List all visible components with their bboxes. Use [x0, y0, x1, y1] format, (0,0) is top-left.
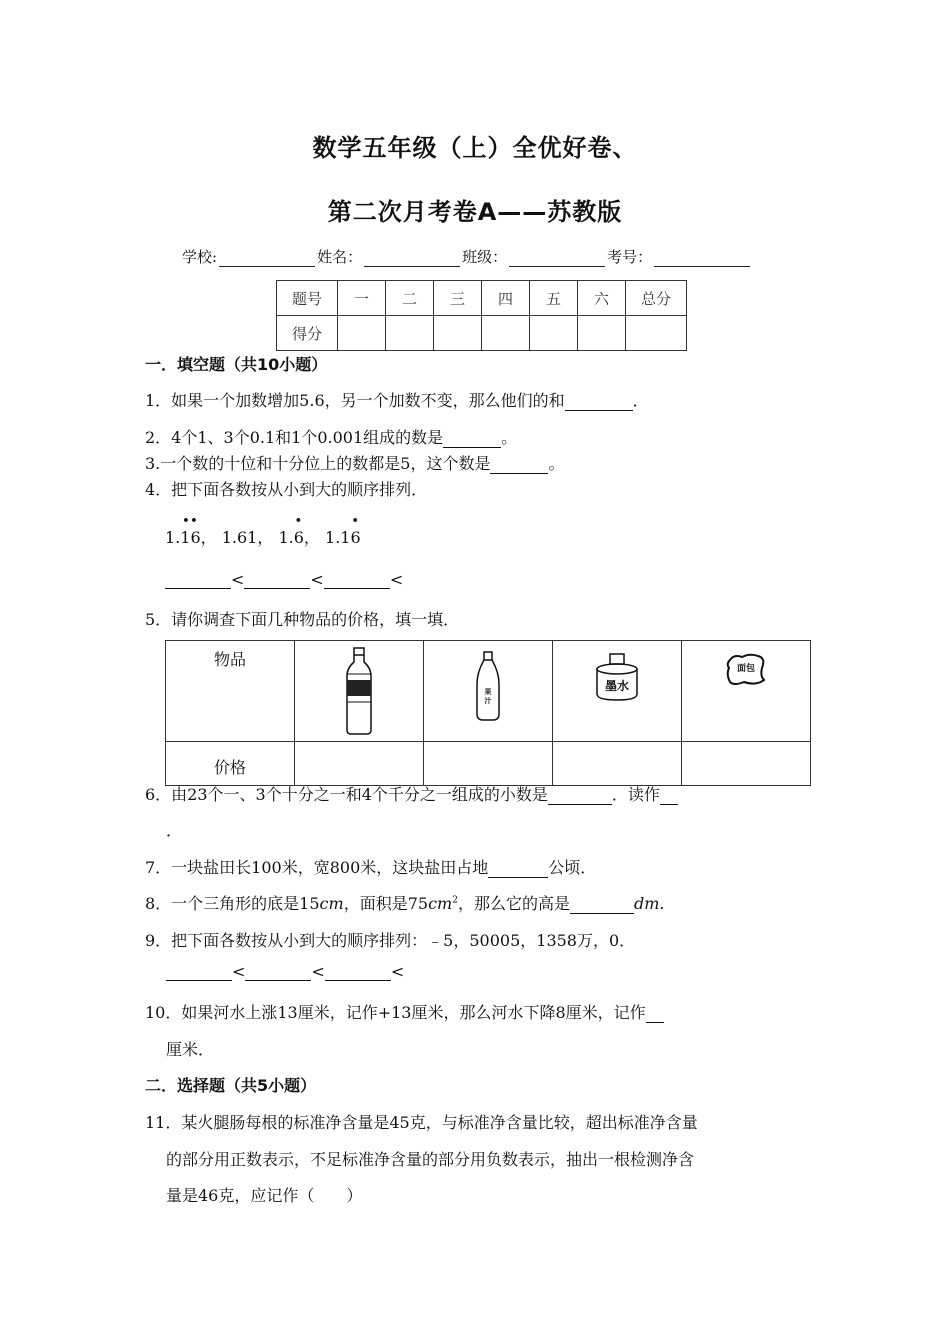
score-header-cell: 总分 [626, 281, 687, 316]
price-cell[interactable] [424, 742, 553, 786]
question-4: 4．把下面各数按从小到大的顺序排列． [145, 480, 428, 499]
score-header-cell: 题号 [277, 281, 338, 316]
item-cell-water [295, 641, 424, 742]
question-2-text: 2．4个1、3个0.1和1个0.001组成的数是 [145, 428, 444, 447]
score-table-score-row [277, 316, 687, 351]
section1-heading: 一．填空题（共10小题） [145, 355, 328, 374]
question-2 [145, 425, 517, 448]
question-7 [145, 855, 596, 878]
question-9-answer-row [166, 962, 404, 981]
answer-blank[interactable] [324, 570, 390, 589]
question-4-numbers [165, 514, 361, 548]
item-cell-juice [424, 641, 553, 742]
question-4-answer-row [165, 570, 403, 589]
less-than: < [231, 570, 245, 589]
score-table-header-row [277, 281, 687, 316]
number-suffix: ， [200, 528, 217, 547]
question-8-text: ，面积是75 [343, 894, 429, 913]
question-6-end: ． [166, 821, 183, 840]
score-cell[interactable] [434, 316, 482, 351]
score-cell[interactable] [578, 316, 626, 351]
repeat-dots: •• [182, 514, 199, 527]
score-table [276, 280, 687, 351]
less-than: < [389, 570, 404, 589]
score-cell[interactable] [530, 316, 578, 351]
svg-text:面包: 面包 [736, 664, 756, 674]
score-cell[interactable] [386, 316, 434, 351]
page-title-line2: 第二次月考卷A——苏教版 [327, 198, 623, 226]
question-10 [145, 1000, 664, 1023]
unit-cm: cm [319, 894, 344, 913]
score-cell[interactable] [482, 316, 530, 351]
price-cell[interactable] [295, 742, 424, 786]
bread-bag-icon [724, 652, 768, 688]
score-header-cell: 三 [434, 281, 482, 316]
repeat-digits: 16 [180, 528, 201, 547]
school-label: 学校: [182, 248, 218, 266]
juice-bottle-icon [473, 650, 503, 722]
question-6 [145, 782, 678, 805]
class-label: 班级： [462, 248, 508, 266]
question-8-text: ，那么它的高是 [457, 894, 570, 913]
question-10-line2: 厘米． [166, 1040, 215, 1059]
repeating-decimal [180, 514, 201, 547]
price-row [166, 742, 811, 786]
number-prefix: 1.1 [325, 528, 351, 547]
score-row-label: 得分 [277, 316, 338, 351]
number-plain: 1.61， [221, 528, 274, 547]
answer-blank[interactable] [646, 1004, 664, 1023]
repeating-decimal [293, 514, 304, 547]
repeat-digits: 6 [350, 528, 361, 547]
price-cell[interactable] [682, 742, 811, 786]
svg-text:果: 果 [484, 687, 492, 696]
repeat-dots: • [351, 514, 360, 527]
item-cell-bread [682, 641, 811, 742]
score-cell[interactable] [338, 316, 386, 351]
unit-cm2: cm [428, 894, 453, 913]
question-8-text: 8．一个三角形的底是15 [145, 894, 320, 913]
section2-heading: 二．选择题（共5小题） [145, 1076, 317, 1095]
exam-no-label: 考号： [607, 248, 653, 266]
score-header-cell: 四 [482, 281, 530, 316]
repeat-dots: • [294, 514, 303, 527]
less-than: < [232, 962, 246, 981]
items-row-label: 物品 [166, 641, 295, 742]
question-6-mid: ．读作 [611, 785, 660, 804]
question-3-text: 3.一个数的十位和十分位上的数都是5，这个数是 [145, 454, 491, 473]
answer-blank[interactable] [166, 962, 232, 981]
number-prefix: 1. [165, 528, 181, 547]
score-header-cell: 一 [338, 281, 386, 316]
svg-text:汁: 汁 [484, 696, 492, 705]
answer-blank[interactable] [244, 570, 310, 589]
student-info-line [182, 246, 752, 267]
ink-bottle-icon [594, 652, 640, 702]
exam-no-field[interactable] [654, 250, 750, 267]
repeat-digits: 6 [293, 528, 304, 547]
price-row-label: 价格 [166, 742, 295, 786]
question-2-end: 。 [501, 428, 518, 447]
question-6-text: 6．由23个一、3个十分之一和4个千分之一组成的小数是 [145, 785, 548, 804]
class-field[interactable] [509, 250, 605, 267]
water-bottle-icon [339, 646, 379, 736]
name-field[interactable] [364, 250, 460, 267]
question-11-line2: 的部分用正数表示，不足标准净含量的部分用负数表示，抽出一根检测净含 [166, 1150, 695, 1169]
price-cell[interactable] [553, 742, 682, 786]
question-5: 5．请你调查下面几种物品的价格，填一填． [145, 610, 460, 629]
repeating-decimal [350, 514, 361, 547]
score-header-cell: 二 [386, 281, 434, 316]
unit-superscript: 2 [452, 895, 458, 906]
question-1 [145, 388, 649, 411]
answer-blank[interactable] [488, 859, 548, 878]
score-cell[interactable] [626, 316, 687, 351]
question-1-text: 1．如果一个加数增加5.6，另一个加数不变，那么他们的和 [145, 391, 565, 410]
question-8-end: . [659, 894, 665, 913]
answer-blank[interactable] [548, 786, 612, 805]
number-suffix: ， [303, 528, 320, 547]
name-label: 姓名： [317, 248, 363, 266]
score-header-cell: 六 [578, 281, 626, 316]
item-cell-ink [553, 641, 682, 742]
question-11-line1: 11．某火腿肠每根的标准净含量是45克，与标准净含量比较，超出标准净含量 [145, 1113, 698, 1132]
less-than: < [390, 962, 405, 981]
less-than: < [310, 570, 324, 589]
page-title-line1: 数学五年级（上）全优好卷、 [312, 134, 638, 162]
question-3 [145, 451, 564, 474]
question-7-text: 7．一块盐田长100米，宽800米，这块盐田占地 [145, 858, 489, 877]
unit-dm: dm [633, 894, 660, 913]
answer-blank[interactable] [660, 786, 678, 805]
number-prefix: 1. [278, 528, 294, 547]
answer-blank[interactable] [490, 455, 548, 474]
question-3-end: 。 [548, 454, 565, 473]
school-field[interactable] [219, 250, 315, 267]
answer-blank[interactable] [565, 392, 633, 411]
answer-blank[interactable] [325, 962, 391, 981]
question-9: 9．把下面各数按从小到大的顺序排列：﹣5，50005，1358万，0． [145, 931, 636, 950]
answer-blank[interactable] [245, 962, 311, 981]
question-10-text: 10．如果河水上涨13厘米，记作+13厘米，那么河水下降8厘米，记作 [145, 1003, 646, 1022]
question-8 [145, 891, 664, 914]
question-7-end: 公顷． [548, 858, 597, 877]
question-1-end: ． [632, 391, 649, 410]
answer-blank[interactable] [443, 429, 501, 448]
answer-blank[interactable] [570, 895, 634, 914]
answer-blank[interactable] [165, 570, 231, 589]
less-than: < [311, 962, 325, 981]
score-header-cell: 五 [530, 281, 578, 316]
svg-text:墨水: 墨水 [604, 679, 630, 693]
price-survey-table [165, 640, 811, 786]
question-11-line3: 量是46克，应记作（ ） [166, 1186, 363, 1205]
items-row [166, 641, 811, 742]
